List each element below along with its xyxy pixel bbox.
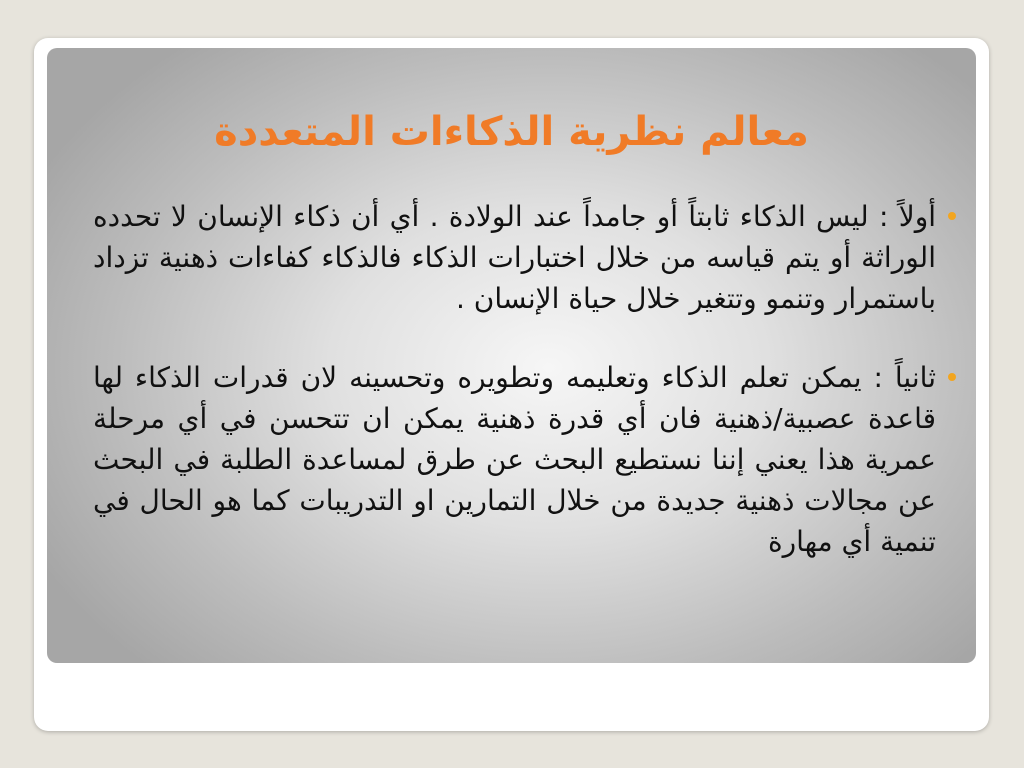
slide-title: معالم نظرية الذكاءات المتعددة (214, 109, 809, 155)
bullet-item-1 (93, 196, 956, 319)
bullet-text-1: أولاً : ليس الذكاء ثابتاً أو جامداً عند الولادة . أي أن ذكاء الإنسان لا تحدده الوراثة أو يتم قياسه من خلال اختبارات الذكاء فالذكاء كفاءات ذهنية تزداد باستمرار وتنمو وتتغير خلال حياة الإنسان . (93, 200, 936, 315)
bullet-dot-icon (948, 212, 956, 220)
slide-content-panel (47, 48, 976, 663)
bullet-list (93, 196, 956, 562)
bullet-item-2 (93, 357, 956, 562)
bullet-text-2: ثانياً : يمكن تعلم الذكاء وتعليمه وتطويره وتحسينه لان قدرات الذكاء لها قاعدة عصبية/ذهنية فان أي قدرة ذهنية يمكن ان تتحسن في أي مرحلة عمرية هذا يعني إننا نستطيع البحث عن طرق لمساعدة الطلبة في البحث عن مجالات ذهنية جديدة من خلال التمارين او التدريبات كما هو الحال في تنمية أي مهارة (93, 361, 936, 558)
bullet-dot-icon (948, 373, 956, 381)
